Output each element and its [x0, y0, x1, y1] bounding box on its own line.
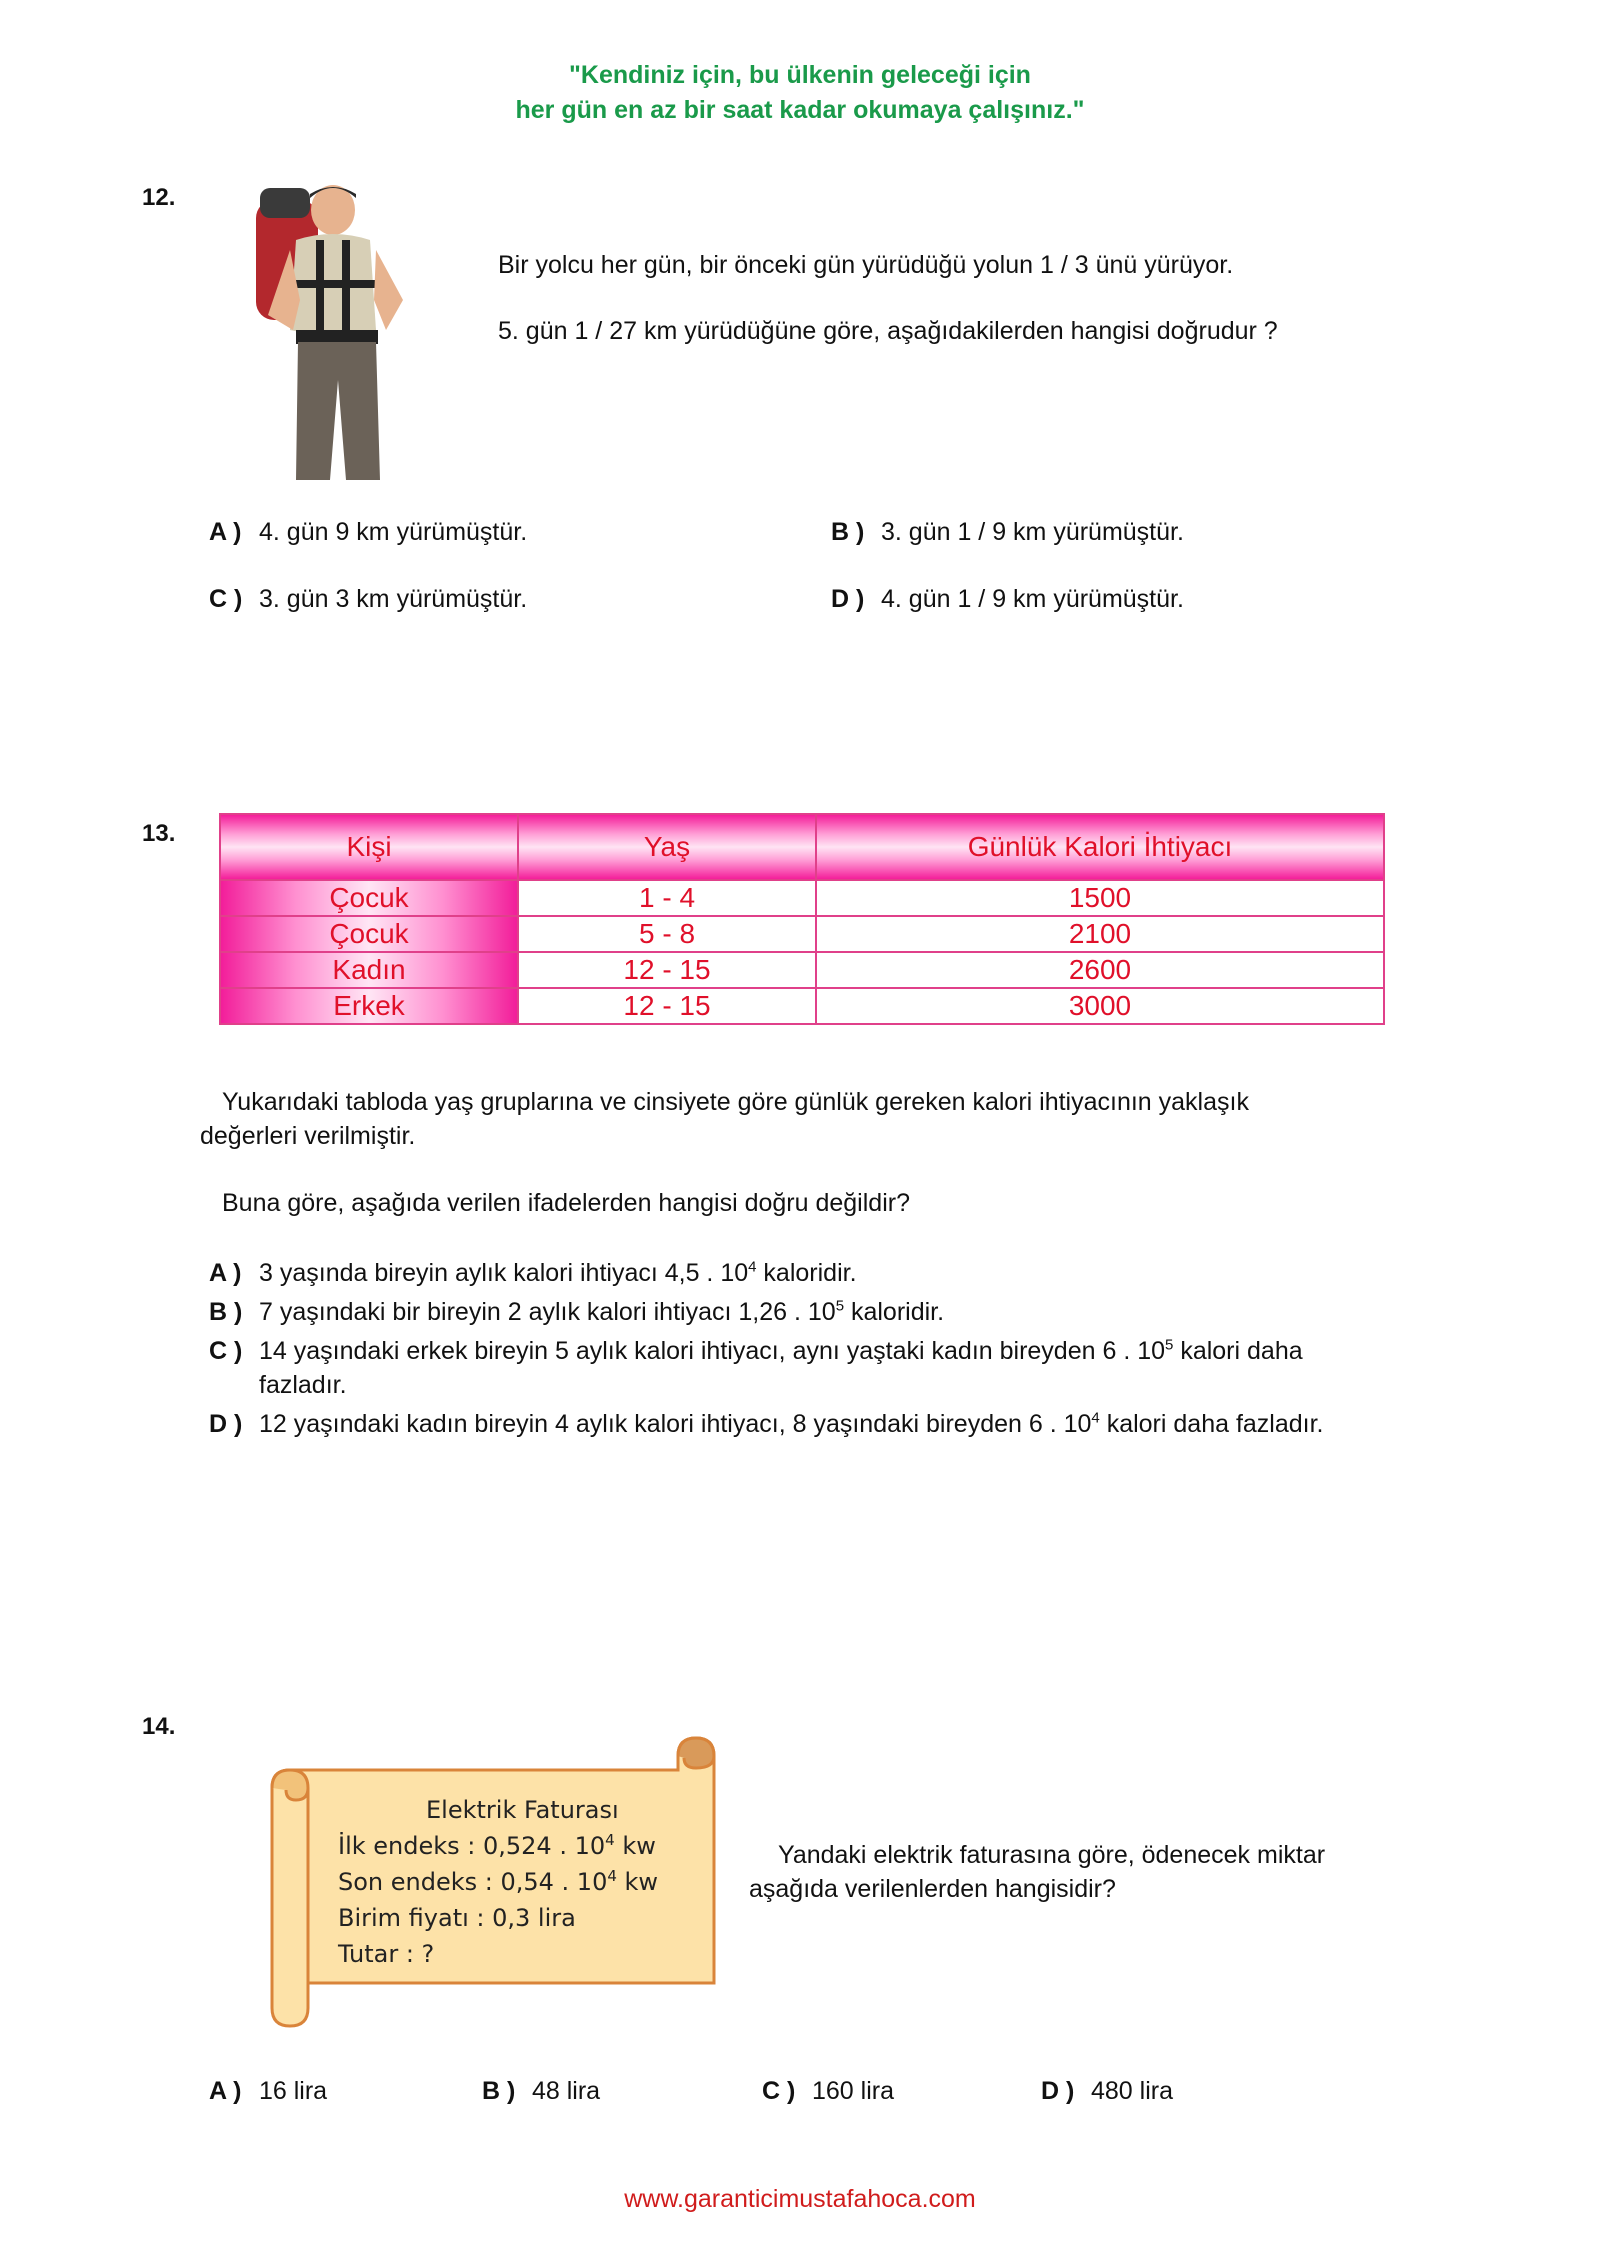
option-text-end: kaloridir. — [844, 1298, 945, 1326]
option-label: D ) — [209, 1410, 243, 1438]
option-label: A ) — [209, 518, 242, 546]
q13-option-d[interactable] — [209, 1407, 1359, 1441]
bill-title: Elektrik Faturası — [426, 1796, 619, 1824]
option-label: B ) — [482, 2077, 516, 2105]
bill-unit: kw — [614, 1832, 656, 1860]
option-text: 4. gün 1 / 9 km yürümüştür. — [881, 585, 1184, 613]
table-cell: 1500 — [816, 880, 1384, 916]
motto-line-2: her gün en az bir saat kadar okumaya çalışınız." — [515, 96, 1085, 124]
table-row — [220, 880, 1384, 916]
option-text-end: kalori daha fazladır. — [1099, 1410, 1324, 1438]
table-header-row — [220, 814, 1384, 880]
q14-option-c[interactable] — [762, 2074, 894, 2108]
option-label: B ) — [209, 1298, 243, 1326]
option-label: D ) — [831, 585, 865, 613]
option-text: 4. gün 9 km yürümüştür. — [259, 518, 528, 546]
table-header-cell: Yaş — [518, 814, 816, 880]
exponent: 4 — [605, 1831, 615, 1849]
bill-text: Son endeks : 0,54 . 10 — [338, 1868, 608, 1896]
option-text-end: kaloridir. — [756, 1259, 857, 1287]
q14-text-line-1: Yandaki elektrik faturasına göre, ödenecek miktar — [778, 1841, 1326, 1869]
q14-option-d[interactable] — [1041, 2074, 1173, 2108]
q13-intro-line-2: değerleri verilmiştir. — [200, 1122, 416, 1150]
exponent: 4 — [1091, 1409, 1100, 1427]
table-row — [220, 916, 1384, 952]
bill-line-first-index — [338, 1828, 678, 1864]
exponent: 5 — [835, 1297, 845, 1315]
option-text: 3. gün 3 km yürümüştür. — [259, 585, 528, 613]
q12-option-d[interactable] — [831, 582, 1184, 616]
q12-text-2: 5. gün 1 / 27 km yürüdüğüne göre, aşağıdakilerden hangisi doğrudur ? — [498, 317, 1278, 345]
table-cell: 3000 — [816, 988, 1384, 1024]
option-label: D ) — [1041, 2077, 1075, 2105]
option-text: 480 lira — [1091, 2077, 1173, 2105]
option-text: 16 lira — [259, 2077, 328, 2105]
exponent: 4 — [748, 1258, 757, 1276]
table-cell: 2600 — [816, 952, 1384, 988]
bill-content — [338, 1792, 678, 1972]
q13-question: Buna göre, aşağıda verilen ifadelerden hangisi doğru değildir? — [222, 1189, 910, 1217]
table-cell: 12 - 15 — [518, 952, 816, 988]
exponent: 5 — [1165, 1336, 1174, 1354]
option-text: 14 yaşındaki erkek bireyin 5 aylık kalori ihtiyacı, aynı yaştaki kadın bireyden 6 . 10 — [259, 1337, 1166, 1365]
q14-text-line-2: aşağıda verilenlerden hangisidir? — [749, 1875, 1116, 1903]
table-cell: Kadın — [220, 952, 518, 988]
bill-line-total: Tutar : ? — [338, 1940, 435, 1968]
option-label: C ) — [762, 2077, 796, 2105]
option-label: C ) — [209, 585, 243, 613]
option-text: 160 lira — [812, 2077, 894, 2105]
option-text-end: kalori daha fazladır. — [259, 1337, 1303, 1399]
option-text: 48 lira — [532, 2077, 601, 2105]
table-cell: 5 - 8 — [518, 916, 816, 952]
table-cell: Çocuk — [220, 916, 518, 952]
option-text: 3 yaşında bireyin aylık kalori ihtiyacı 4,5 . 10 — [259, 1259, 749, 1287]
q13-option-c[interactable] — [209, 1334, 1359, 1402]
option-label: B ) — [831, 518, 865, 546]
table-cell: 1 - 4 — [518, 880, 816, 916]
hiker-illustration — [238, 180, 408, 485]
table-cell: 12 - 15 — [518, 988, 816, 1024]
table-header-cell: Günlük Kalori İhtiyacı — [816, 814, 1384, 880]
bill-line-unit-price: Birim fiyatı : 0,3 lira — [338, 1904, 576, 1932]
q12-option-c[interactable] — [209, 582, 527, 616]
option-label: A ) — [209, 1259, 242, 1287]
q13-option-b[interactable] — [209, 1295, 1359, 1329]
question-14-number: 14. — [142, 1713, 176, 1740]
q13-intro-line-1: Yukarıdaki tabloda yaş gruplarına ve cinsiyete göre günlük gereken kalori ihtiyacının yaklaşık — [222, 1088, 1249, 1116]
hiker-head — [311, 185, 355, 235]
q14-option-b[interactable] — [482, 2074, 600, 2108]
table-cell: 2100 — [816, 916, 1384, 952]
question-12-number: 12. — [142, 184, 176, 211]
option-label: C ) — [209, 1337, 243, 1365]
table-cell: Çocuk — [220, 880, 518, 916]
bill-text: İlk endeks : 0,524 . 10 — [338, 1832, 606, 1860]
footer-website-link[interactable]: www.garanticimustafahoca.com — [624, 2185, 976, 2213]
q14-option-a[interactable] — [209, 2074, 327, 2108]
option-text: 7 yaşındaki bir bireyin 2 aylık kalori ihtiyacı 1,26 . 10 — [259, 1298, 836, 1326]
table-header-cell: Kişi — [220, 814, 518, 880]
q13-option-a[interactable] — [209, 1256, 1359, 1290]
exponent: 4 — [607, 1867, 617, 1885]
q12-option-b[interactable] — [831, 515, 1184, 549]
bill-line-last-index — [338, 1864, 678, 1900]
table-row — [220, 952, 1384, 988]
hiker-trousers — [296, 342, 380, 480]
table-cell: Erkek — [220, 988, 518, 1024]
motto-line-1: "Kendiniz için, bu ülkenin geleceği için — [569, 61, 1031, 89]
q12-text-1: Bir yolcu her gün, bir önceki gün yürüdüğü yolun 1 / 3 ünü yürüyor. — [498, 251, 1234, 279]
option-text: 3. gün 1 / 9 km yürümüştür. — [881, 518, 1184, 546]
option-label: A ) — [209, 2077, 242, 2105]
bill-unit: kw — [616, 1868, 659, 1896]
option-text: 12 yaşındaki kadın bireyin 4 aylık kalori ihtiyacı, 8 yaşındaki bireyden 6 . 10 — [259, 1410, 1092, 1438]
q12-option-a[interactable] — [209, 515, 527, 549]
motto-quote — [0, 58, 1600, 128]
calorie-table — [219, 813, 1385, 1025]
question-13-number: 13. — [142, 820, 176, 847]
table-row — [220, 988, 1384, 1024]
